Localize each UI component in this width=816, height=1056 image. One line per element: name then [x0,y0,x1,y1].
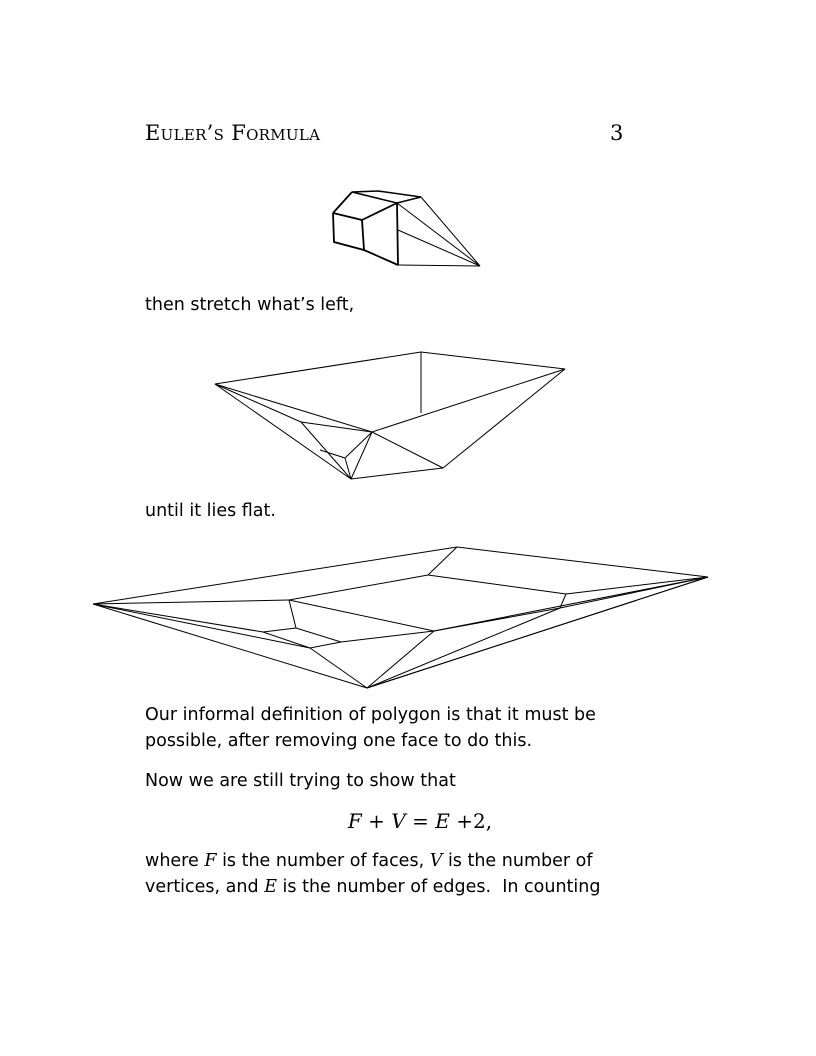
eq-E: E [435,809,450,833]
p3-var-F: F [204,851,217,871]
eq-two: 2 [472,809,486,833]
page-number: 3 [610,121,624,145]
p3-var-E: E [264,877,277,897]
p3-text-faces: is the number of faces, [222,851,425,871]
eq-plus-1: + [368,809,385,833]
p3-text-vertices: vertices, and [145,877,259,897]
p3-text-edges: is the number of edges. In counting [282,877,601,897]
p3-text-where: where [145,851,199,871]
p3-text-number-of: is the number of [447,851,593,871]
running-title: Euler’s Formula [145,121,321,145]
caption-stretch: then stretch what’s left, [145,295,355,315]
eq-comma: , [485,809,493,833]
euler-equation [145,806,585,836]
caption-flat: until it lies flat. [145,501,276,521]
paragraph-2: Now we are still trying to show that [145,771,456,791]
eq-V: V [391,809,406,833]
paragraph-3-line-1 [145,848,630,874]
p3-var-V: V [429,851,443,871]
eq-F: F [347,809,362,833]
eq-plus-2: + [456,809,473,833]
paragraph-1-line-1: Our informal definition of polygon is that it must be [145,705,596,725]
eq-equals: = [412,809,429,833]
paragraph-1-line-2: possible, after removing one face to do this. [145,731,533,751]
paragraph-3-line-2 [145,874,630,900]
